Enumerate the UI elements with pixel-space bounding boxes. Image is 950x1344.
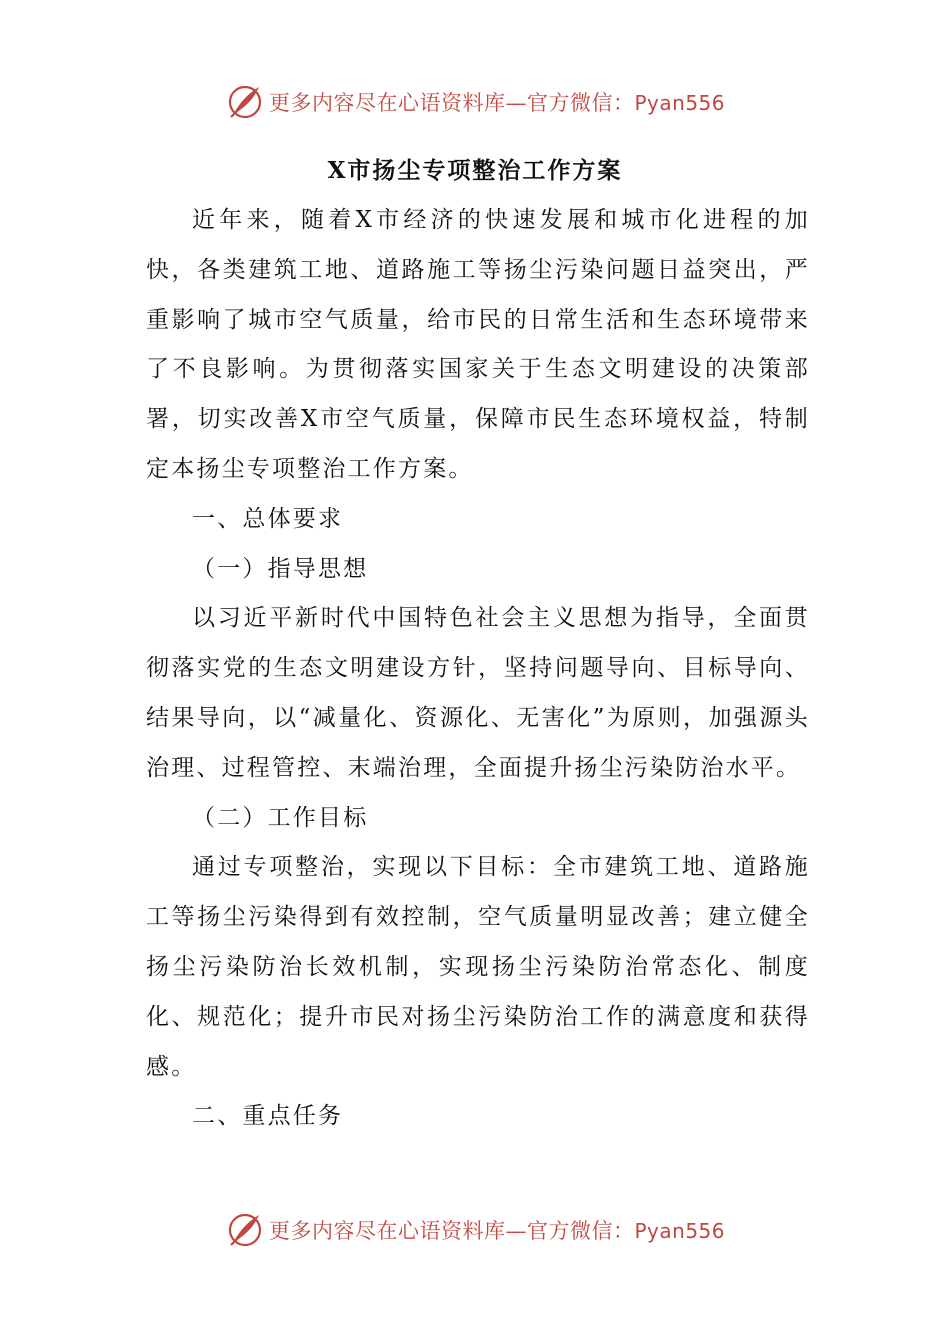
watermark-text: 更多内容尽在心语资料库—官方微信：Pyan556 [268,91,725,115]
section-heading-2: 二、重点任务 [192,1103,344,1130]
watermark-banner-top [0,82,950,122]
paragraph-work-goals: 通过专项整治，实现以下目标：全市建筑工地、道路施工等扬尘污染得到有效控制，空气质量明显改善；建立健全扬尘污染防治长效机制，实现扬尘污染防治常态化、制度化、规范化；提升市民对扬尘污染防治工作的满意度和获得感。 [146,854,810,1080]
section-heading-1: 一、总体要求 [192,505,344,532]
quill-pen-logo-icon [225,82,265,122]
paragraph-guiding-thought: 以习近平新时代中国特色社会主义思想为指导，全面贯彻落实党的生态文明建设方针，坚持问题导向、目标导向、结果导向，以“减量化、资源化、无害化”为原则，加强源头治理、过程管控、末端治理，全面提升扬尘污染防治水平。 [146,605,810,781]
subsection-heading-2: （二）工作目标 [192,804,369,831]
quill-pen-logo-icon [225,1210,265,1250]
watermark-text: 更多内容尽在心语资料库—官方微信：Pyan556 [268,1219,725,1243]
document-title: X市扬尘专项整治工作方案 [327,157,623,184]
subsection-heading-1: （一）指导思想 [192,555,369,582]
watermark-banner-bottom [0,1210,950,1250]
document-body [146,196,810,1142]
paragraph-intro: 近年来，随着X市经济的快速发展和城市化进程的加快，各类建筑工地、道路施工等扬尘污染问题日益突出，严重影响了城市空气质量，给市民的日常生活和生态环境带来了不良影响。为贯彻落实国家关于生态文明建设的决策部署，切实改善X市空气质量，保障市民生态环境权益，特制定本扬尘专项整治工作方案。 [146,207,810,482]
